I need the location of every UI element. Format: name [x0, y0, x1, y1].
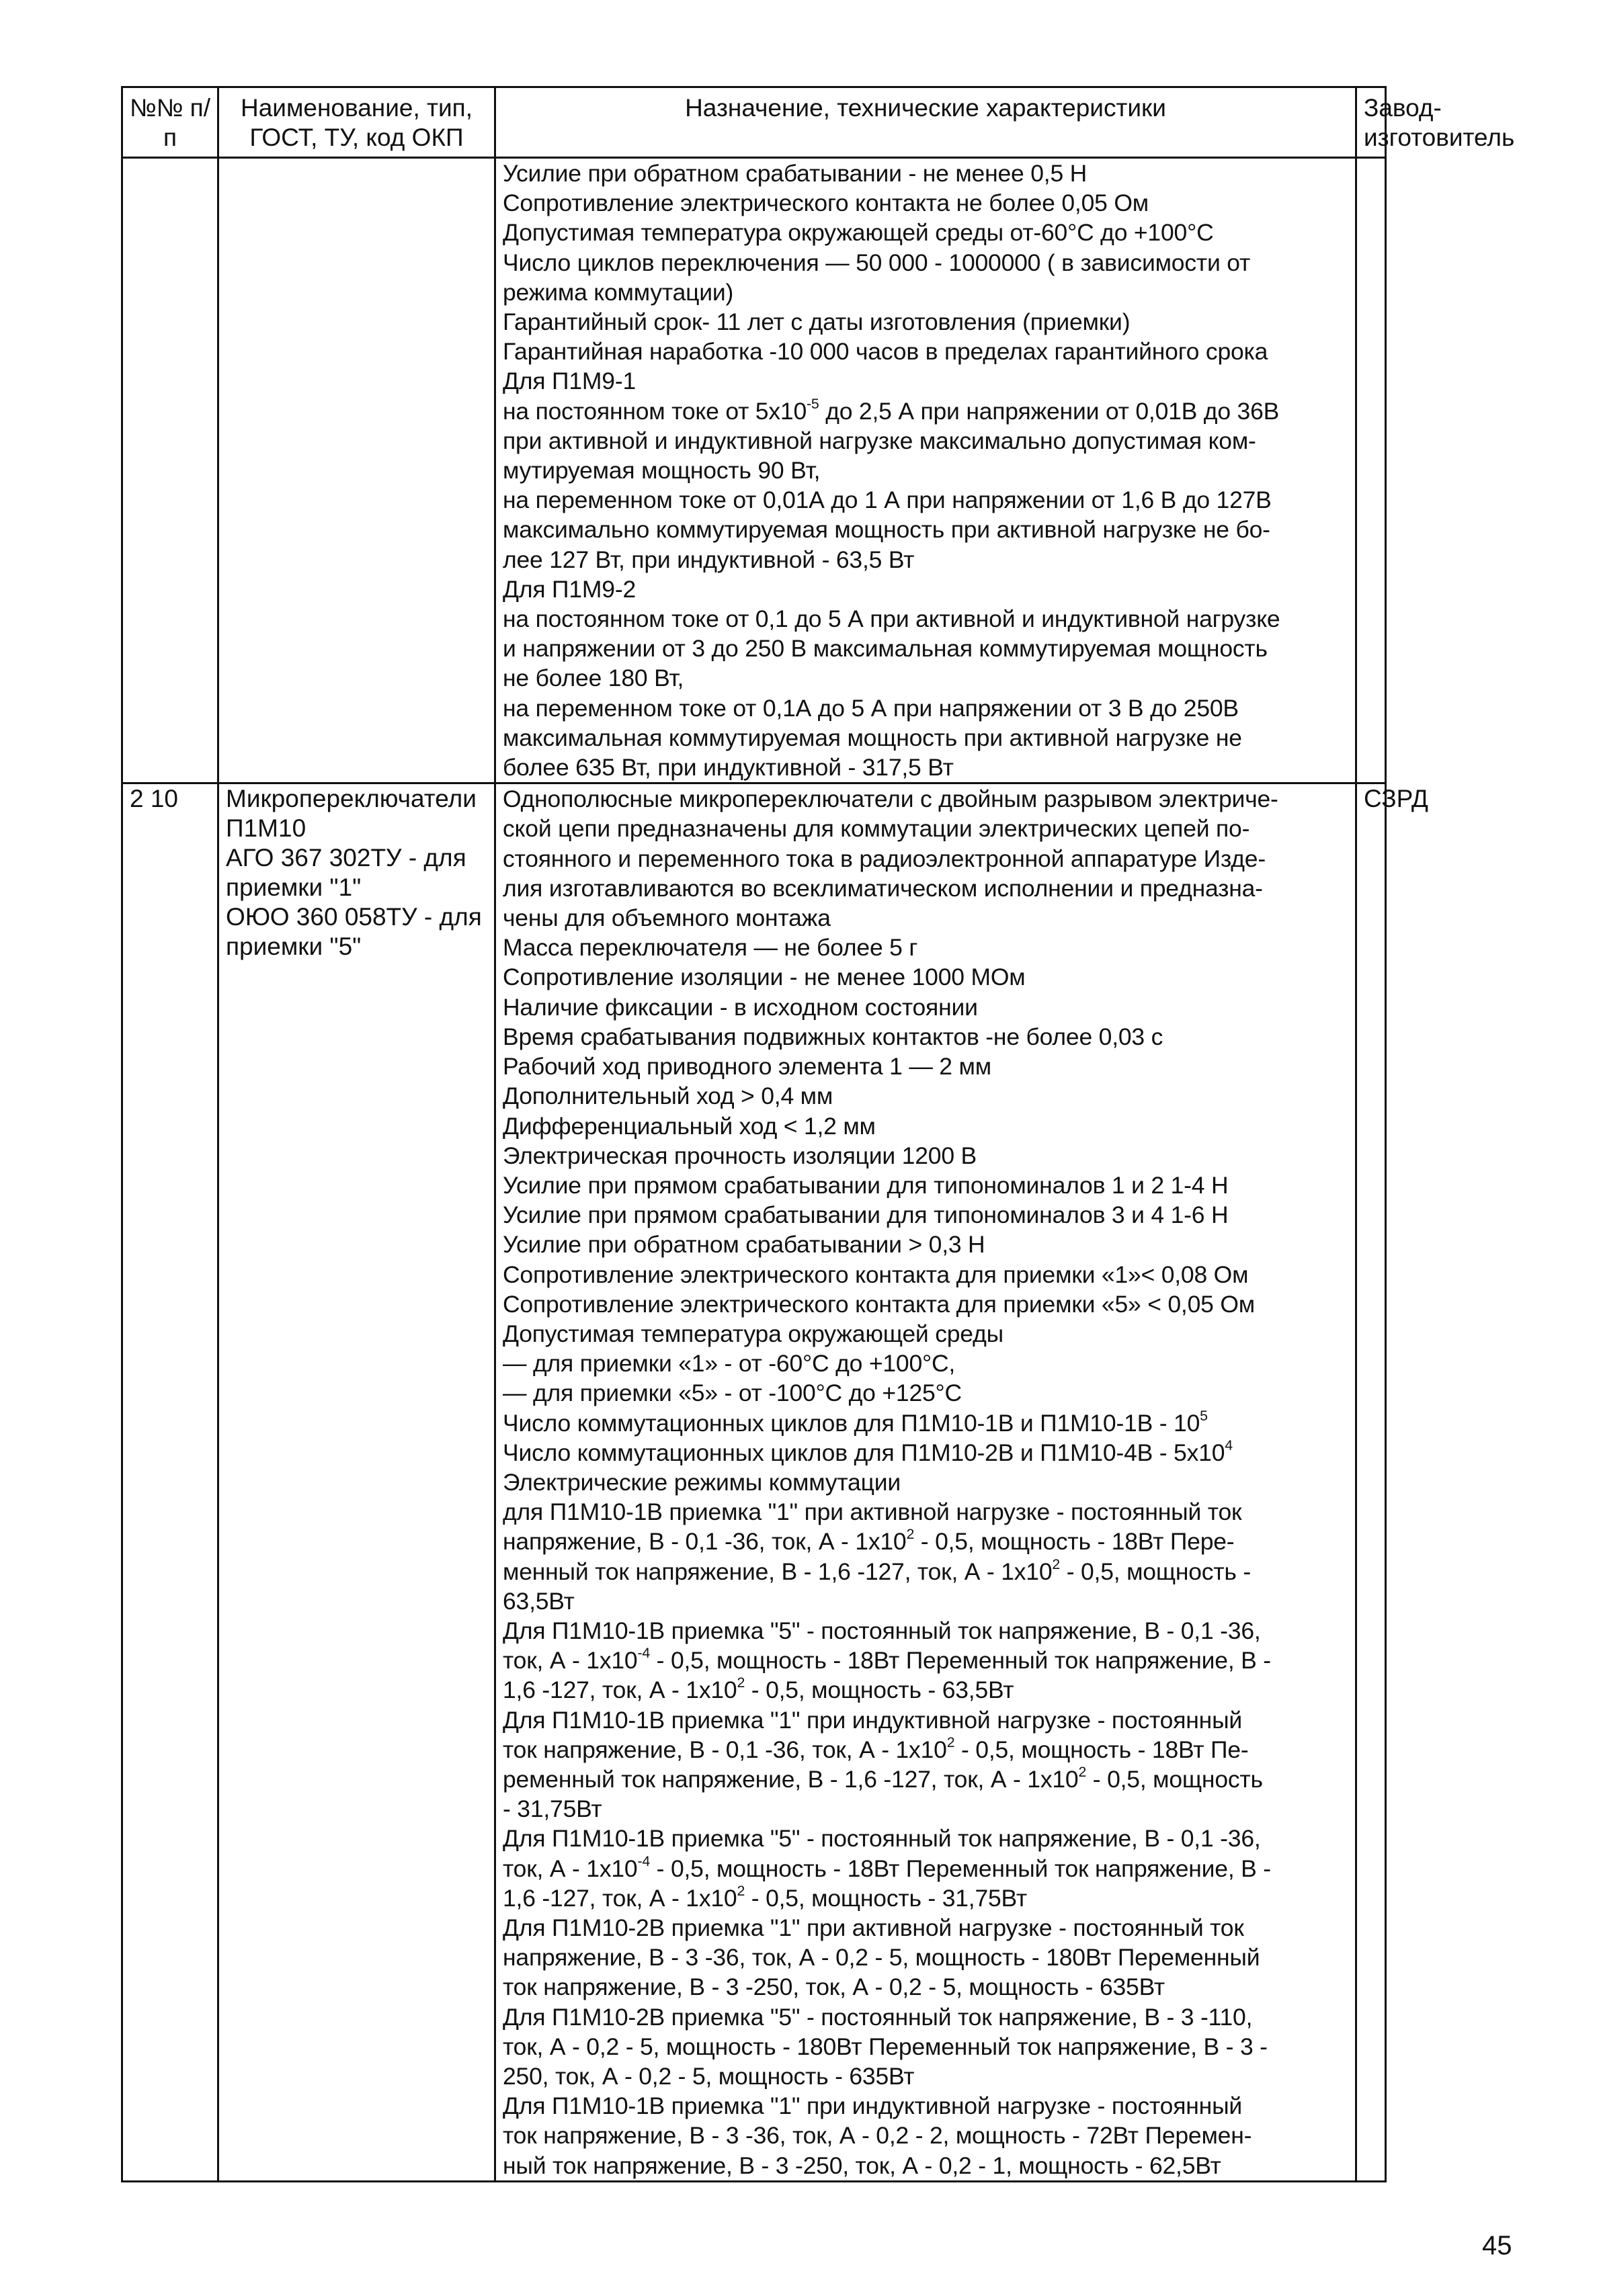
row-210-text-line: ременный ток напряжение, В - 1,6 -127, ток, А - $1x10^2 - 0,5$, мощность: [503, 1763, 1263, 1793]
row-210-text-line: ток напряжение, В - 3 -36, ток, А - 0,2 - 2, мощность - 72Вт Перемен-: [503, 2122, 1252, 2150]
header-num: №№ п/п: [122, 87, 218, 158]
row-210-text-line: Дополнительный ход > 0,4 мм: [503, 1082, 833, 1110]
row-210-text-line: лия изготавливаются во всеклиматическом исполнении и предназна-: [503, 874, 1263, 902]
row-210-name-line: приемки "1": [226, 874, 362, 902]
row-210-text-line: Число коммутационных циклов для П1М10-1В и $П1М10-1В - 10^5$: [503, 1407, 1208, 1437]
row-210-text-line: ток, А - $1x10^{-4} - 0,5$, мощность - 18Вт Переменный ток напряжение, В -: [503, 1853, 1271, 1882]
row-210-maker: СЗРД: [1356, 783, 1386, 2182]
row-210-text-line: стоянного и переменного тока в радиоэлектронной аппаратуре Изде-: [503, 845, 1266, 872]
row-210-text-line: менный ток напряжение, В - 1,6 -127, ток, А - $1x10^2 - 0,5$, мощность -: [503, 1556, 1251, 1585]
row-210-text-line: Усилие при прямом срабатывании для типономиналов 1 и 2 1-4 Н: [503, 1171, 1229, 1199]
row-210-text-line: Однополюсные микропереключатели с двойным разрывом электриче-: [503, 785, 1278, 813]
row-210-text-line: чены для объемного монтажа: [503, 904, 831, 932]
row-210-name-line: приемки "5": [226, 933, 362, 961]
row-cont-text-line: Допустимая температура окружающей среды от-60°С до +100°С: [503, 219, 1214, 247]
row-cont-text-line: не более 180 Вт,: [503, 665, 684, 692]
row-210-text-line: Наличие фиксации - в исходном состоянии: [503, 993, 978, 1021]
row-cont-text-line: на переменном токе от 0,1А до 5 А при напряжении от 3 В до 250В: [503, 694, 1239, 722]
header-purpose: Назначение, технические характеристики: [495, 87, 1356, 158]
row-210-text-line: Число коммутационных циклов для П1М10-2В и $П1М10-4В - 5x10^4$: [503, 1437, 1233, 1466]
row-cont-text-line: на постоянном токе от 0,1 до 5 А при активной и индуктивной нагрузке: [503, 605, 1280, 633]
row-210-name-line: ОЮО 360 058ТУ - для: [226, 903, 482, 931]
row-cont-text-line: более 635 Вт, при индуктивной - 317,5 Вт: [503, 754, 954, 781]
row-210-text-line: Время срабатывания подвижных контактов -не более 0,03 с: [503, 1023, 1163, 1050]
row-cont-text-line: Усилие при обратном срабатывании - не менее 0,5 Н: [503, 160, 1088, 187]
row-210-text-line: ток напряжение, В - 3 -250, ток, А - 0,2 - 5, мощность - 635Вт: [503, 1973, 1165, 2001]
row-210-name-line: П1М10: [226, 814, 306, 843]
spec-table: [121, 86, 1515, 2182]
row-cont-text-line: на переменном токе от 0,01А до 1 А при напряжении от 1,6 В до 127В: [503, 486, 1272, 514]
row-210-text-line: для П1М10-1В приемка "1" при активной нагрузке - постоянный ток: [503, 1498, 1242, 1526]
row-210-text-line: Дифференциальный ход < 1,2 мм: [503, 1112, 876, 1140]
row-210-text-line: Допустимая температура окружающей среды: [503, 1320, 1003, 1347]
row-210-text-line: Масса переключателя — не более 5 г: [503, 934, 918, 962]
row-210-text-line: Рабочий ход приводного элемента 1 — 2 мм: [503, 1053, 991, 1080]
header-maker: Завод-изготовитель: [1356, 87, 1386, 158]
row-cont-text-line: на постоянном токе от $5x10^{-5}$ до 2,5 А при напряжении от 0,01В до 36В: [503, 395, 1280, 425]
row-210-text-line: — для приемки «5» - от -100°С до +125°С: [503, 1379, 962, 1407]
row-210-text-line: Для П1М10-1В приемка "1" при индуктивной нагрузке - постоянный: [503, 2092, 1243, 2120]
row-210-purpose: [495, 783, 1356, 2182]
row-cont-text-line: Для П1М9-2: [503, 575, 636, 603]
row-210-text-line: 1,6 -127, ток, А - $1x10^2 - 0,5$, мощность - 31,75Вт: [503, 1882, 1027, 1912]
row-210-text-line: Усилие при прямом срабатывании для типономиналов 3 и 4 1-6 Н: [503, 1201, 1229, 1229]
table-row-210: [122, 783, 1386, 2182]
row-cont-text-line: и напряжении от 3 до 250 В максимальная коммутируемая мощность: [503, 635, 1268, 663]
table-row-continued: [122, 158, 1386, 783]
row-cont-text-line: максимальная коммутируемая мощность при активной нагрузке не: [503, 724, 1242, 751]
row-cont-maker: [1356, 158, 1386, 783]
row-210-text-line: Для П1М10-2В приемка "5" - постоянный ток напряжение, В - 3 -110,: [503, 2003, 1253, 2031]
row-210-text-line: ской цепи предназначены для коммутации электрических цепей по-: [503, 815, 1250, 843]
row-210-text-line: Для П1М10-1В приемка "1" при индуктивной нагрузке - постоянный: [503, 1706, 1243, 1734]
row-210-text-line: 1,6 -127, ток, А - $1x10^2 - 0,5$, мощность - 63,5Вт: [503, 1674, 1014, 1704]
row-210-text-line: ток, А - $1x10^{-4} - 0,5$, мощность - 18Вт Переменный ток напряжение, В -: [503, 1645, 1271, 1674]
row-210-text-line: Для П1М10-2В приемка "1" при активной нагрузке - постоянный ток: [503, 1914, 1244, 1941]
row-210-text-line: 63,5Вт: [503, 1587, 575, 1615]
header-name: Наименование, тип, ГОСТ, ТУ, код ОКП: [218, 87, 495, 158]
row-210-text-line: напряжение, В - 0,1 -36, ток, А - $1x10^2 - 0,5$, мощность - 18Вт Пере-: [503, 1526, 1235, 1556]
row-cont-text-line: Для П1М9-1: [503, 368, 636, 395]
row-cont-text-line: при активной и индуктивной нагрузке максимально допустимая ком-: [503, 427, 1256, 454]
row-210-text-line: Для П1М10-1В приемка "5" - постоянный ток напряжение, В - 0,1 -36,: [503, 1617, 1261, 1644]
row-210-text-line: Сопротивление изоляции - не менее 1000 МОм: [503, 964, 1026, 991]
row-210-name-line: АГО 367 302ТУ - для: [226, 844, 466, 872]
row-cont-text-line: режима коммутации): [503, 278, 734, 306]
row-210-text-line: Сопротивление электрического контакта для приемки «1»< 0,08 Ом: [503, 1261, 1249, 1288]
row-210-text-line: ный ток напряжение, В - 3 -250, ток, А - 0,2 - 1, мощность - 62,5Вт: [503, 2152, 1221, 2179]
row-210-text-line: ток, А - 0,2 - 5, мощность - 180Вт Переменный ток напряжение, В - 3 -: [503, 2033, 1268, 2060]
row-210-text-line: Для П1М10-1В приемка "5" - постоянный ток напряжение, В - 0,1 -36,: [503, 1825, 1261, 1853]
row-cont-purpose: [495, 158, 1356, 783]
row-210-name: [218, 783, 495, 2182]
row-cont-text-line: Число циклов переключения — 50 000 - 1000000 ( в зависимости от: [503, 249, 1251, 276]
row-cont-text-line: Сопротивление электрического контакта не более 0,05 Ом: [503, 189, 1149, 217]
row-cont-text-line: Гарантийная наработка -10 000 часов в пределах гарантийного срока: [503, 338, 1268, 366]
row-cont-text-line: Гарантийный срок- 11 лет с даты изготовления (приемки): [503, 308, 1131, 336]
row-cont-text-line: максимально коммутируемая мощность при активной нагрузке не бо-: [503, 516, 1270, 544]
row-cont-text-line: лее 127 Вт, при индуктивной - 63,5 Вт: [503, 546, 915, 573]
row-210-name-lines: [226, 784, 487, 962]
row-cont-name: [218, 158, 495, 783]
row-cont-text-line: мутируемая мощность 90 Вт,: [503, 457, 821, 484]
row-210-text-line: ток напряжение, В - 0,1 -36, ток, А - $1x10^2 - 0,5$, мощность - 18Вт Пе-: [503, 1734, 1249, 1763]
row-210-text-line: - 31,75Вт: [503, 1795, 602, 1823]
row-210-text-line: — для приемки «1» - от -60°С до +100°С,: [503, 1350, 956, 1377]
row-210-text-line: Сопротивление электрического контакта для приемки «5» < 0,05 Ом: [503, 1290, 1255, 1318]
header-row: [122, 87, 1386, 158]
row-210-text-line: Электрическая прочность изоляции 1200 В: [503, 1142, 977, 1169]
row-210-name-line: Микропереключатели: [226, 785, 477, 813]
row-210-text-line: Усилие при обратном срабатывании > 0,3 Н: [503, 1231, 985, 1259]
page-number: 45: [1482, 2231, 1512, 2260]
row-210-num: 2 10: [122, 783, 218, 2182]
row-210-text-line: 250, ток, А - 0,2 - 5, мощность - 635Вт: [503, 2063, 915, 2090]
row-cont-num: [122, 158, 218, 783]
row-cont-lines: [503, 159, 1348, 782]
row-210-lines: [503, 784, 1348, 2180]
row-210-text-line: Электрические режимы коммутации: [503, 1468, 901, 1496]
row-210-text-line: напряжение, В - 3 -36, ток, А - 0,2 - 5, мощность - 180Вт Переменный: [503, 1944, 1260, 1971]
